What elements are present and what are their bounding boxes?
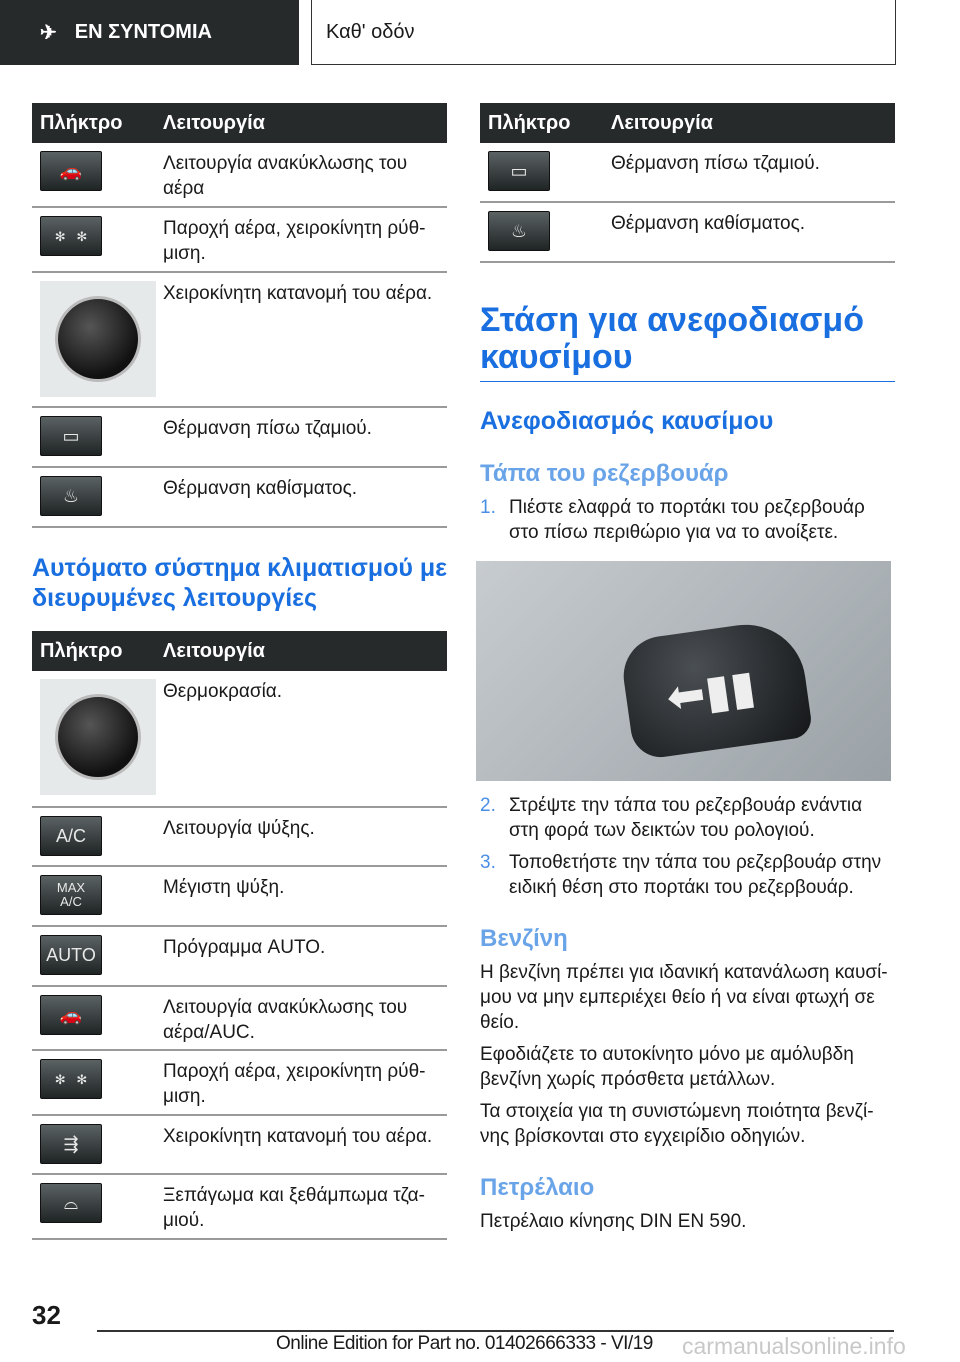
row-text: Λειτουργία ψύξης.	[159, 807, 447, 866]
controls-table-1	[32, 103, 447, 528]
table-row	[32, 986, 447, 1050]
fan-icon: ✻ ✻	[40, 1059, 102, 1099]
paragraph: Τα στοιχεία για τη συνιστώμενη ποιότητα βενζί-νης βρίσκονται στο εγχειρίδιο οδηγιών.	[480, 1101, 874, 1147]
controls-table-3	[480, 103, 895, 263]
step-2	[480, 793, 895, 843]
rear-window-heating-icon: ▭	[40, 416, 102, 456]
col-function: Λειτουργία	[159, 103, 447, 143]
col-key: Πλήκτρο	[480, 103, 607, 143]
row-text: Θέρμανση καθίσματος.	[159, 467, 447, 527]
recirculation-icon: 🚗	[40, 151, 102, 191]
table-row	[32, 407, 447, 467]
ac-button-icon: A/C	[40, 816, 102, 856]
step-text: Πιέστε ελαφρά το πορτάκι του ρεζερβουάρ στο πίσω περιθώριο για να το ανοίξετε.	[509, 497, 865, 543]
footer-rule	[97, 1330, 894, 1332]
table-row	[480, 143, 895, 202]
fuel-cap-heading: Τάπα του ρεζερβουάρ	[480, 460, 729, 487]
section-title: ΕΝ ΣΥΝΤΟΜΙΑ	[74, 21, 212, 43]
refuel-subtitle: Ανεφοδιασμός καυσίμου	[480, 407, 774, 435]
col-function: Λειτουργία	[607, 103, 895, 143]
row-text: Λειτουργία ανακύκλωσης του αέρα/AUC.	[159, 986, 447, 1050]
air-distribution-icon: ⇶	[40, 1124, 102, 1164]
row-text: Θερμοκρασία.	[159, 671, 447, 807]
refuel-title: Στάση για ανεφοδιασμό καυσίμου	[480, 302, 895, 382]
recirculation-auc-icon: 🚗	[40, 995, 102, 1035]
table-row	[32, 143, 447, 207]
auto-button-icon: AUTO	[40, 935, 102, 975]
table-row	[32, 467, 447, 527]
chapter-title: Καθ' οδόν	[326, 20, 415, 43]
table-row	[32, 671, 447, 807]
arrow-icon: ⬅▮▮	[663, 659, 759, 724]
row-text: Λειτουργία ανακύκλωσης του αέρα	[159, 143, 447, 207]
table-row	[32, 207, 447, 272]
table-row	[32, 1115, 447, 1174]
table-row	[32, 1174, 447, 1239]
pin-icon: ✈	[40, 22, 57, 44]
step-text: Στρέψτε την τάπα του ρεζερβουάρ ενάντια στη φορά των δεικτών του ρολογιού.	[509, 795, 863, 841]
table-row	[32, 1050, 447, 1115]
col-key: Πλήκτρο	[32, 103, 159, 143]
table-row	[32, 272, 447, 407]
paragraph: Εφοδιάζετε το αυτοκίνητο μόνο με αμόλυβδη βενζίνη χωρίς πρόσθετα μετάλλων.	[480, 1044, 854, 1090]
table-row	[32, 926, 447, 986]
page-number: 32	[32, 1300, 61, 1330]
rear-window-heating-icon: ▭	[488, 151, 550, 191]
diesel-heading: Πετρέλαιο	[480, 1174, 595, 1201]
max-ac-button-icon: MAX A/C	[40, 875, 102, 915]
auto-climate-heading: Αυτόματο σύστημα κλιματισμού με διευρυμένες λειτουργίες	[32, 554, 448, 612]
row-text: Παροχή αέρα, χειροκίνητη ρύθ-μιση.	[159, 1050, 447, 1115]
seat-heating-icon: ♨	[40, 476, 102, 516]
step-text: Τοποθετήστε την τάπα του ρεζερβουάρ στην ειδική θέση στο πορτάκι του ρεζερβουάρ.	[509, 852, 882, 898]
controls-table-2	[32, 631, 447, 1240]
paragraph: Η βενζίνη πρέπει για ιδανική κατανάλωση καυσί-μου να μην εμπεριέχει θείο ή να είναι φτωχή σε θείο.	[480, 962, 888, 1033]
temperature-knob-icon	[40, 679, 156, 795]
seat-heating-icon: ♨	[488, 211, 550, 251]
row-text: Θέρμανση πίσω τζαμιού.	[607, 143, 895, 202]
fan-icon: ✻ ✻	[40, 216, 102, 256]
defrost-icon: ⌓	[40, 1183, 102, 1223]
air-distribution-knob-icon	[40, 281, 156, 397]
row-text: Χειροκίνητη κατανομή του αέρα.	[159, 1115, 447, 1174]
step-number: 3.	[480, 852, 496, 873]
step-3	[480, 850, 895, 900]
petrol-heading: Βενζίνη	[480, 925, 568, 952]
step-number: 2.	[480, 795, 496, 816]
step-1	[480, 495, 895, 545]
fuel-door-photo	[476, 561, 891, 781]
section-tab	[0, 0, 299, 65]
row-text: Παροχή αέρα, χειροκίνητη ρύθ-μιση.	[159, 207, 447, 272]
table-row	[32, 807, 447, 866]
row-text: Θέρμανση πίσω τζαμιού.	[159, 407, 447, 467]
paragraph: Πετρέλαιο κίνησης DIN EN 590.	[480, 1211, 747, 1232]
col-key: Πλήκτρο	[32, 631, 159, 671]
row-text: Ξεπάγωμα και ξεθάμπωμα τζα-μιού.	[159, 1174, 447, 1239]
table-row	[480, 202, 895, 262]
chapter-tab	[311, 0, 896, 65]
step-number: 1.	[480, 497, 496, 518]
watermark: carmanualsonline.info	[682, 1333, 906, 1359]
row-text: Χειροκίνητη κατανομή του αέρα.	[159, 272, 447, 407]
row-text: Μέγιστη ψύξη.	[159, 866, 447, 926]
edition-text: Online Edition for Part no. 01402666333 - VI/19	[276, 1333, 653, 1354]
row-text: Πρόγραμμα AUTO.	[159, 926, 447, 986]
table-row	[32, 866, 447, 926]
row-text: Θέρμανση καθίσματος.	[607, 202, 895, 262]
col-function: Λειτουργία	[159, 631, 447, 671]
